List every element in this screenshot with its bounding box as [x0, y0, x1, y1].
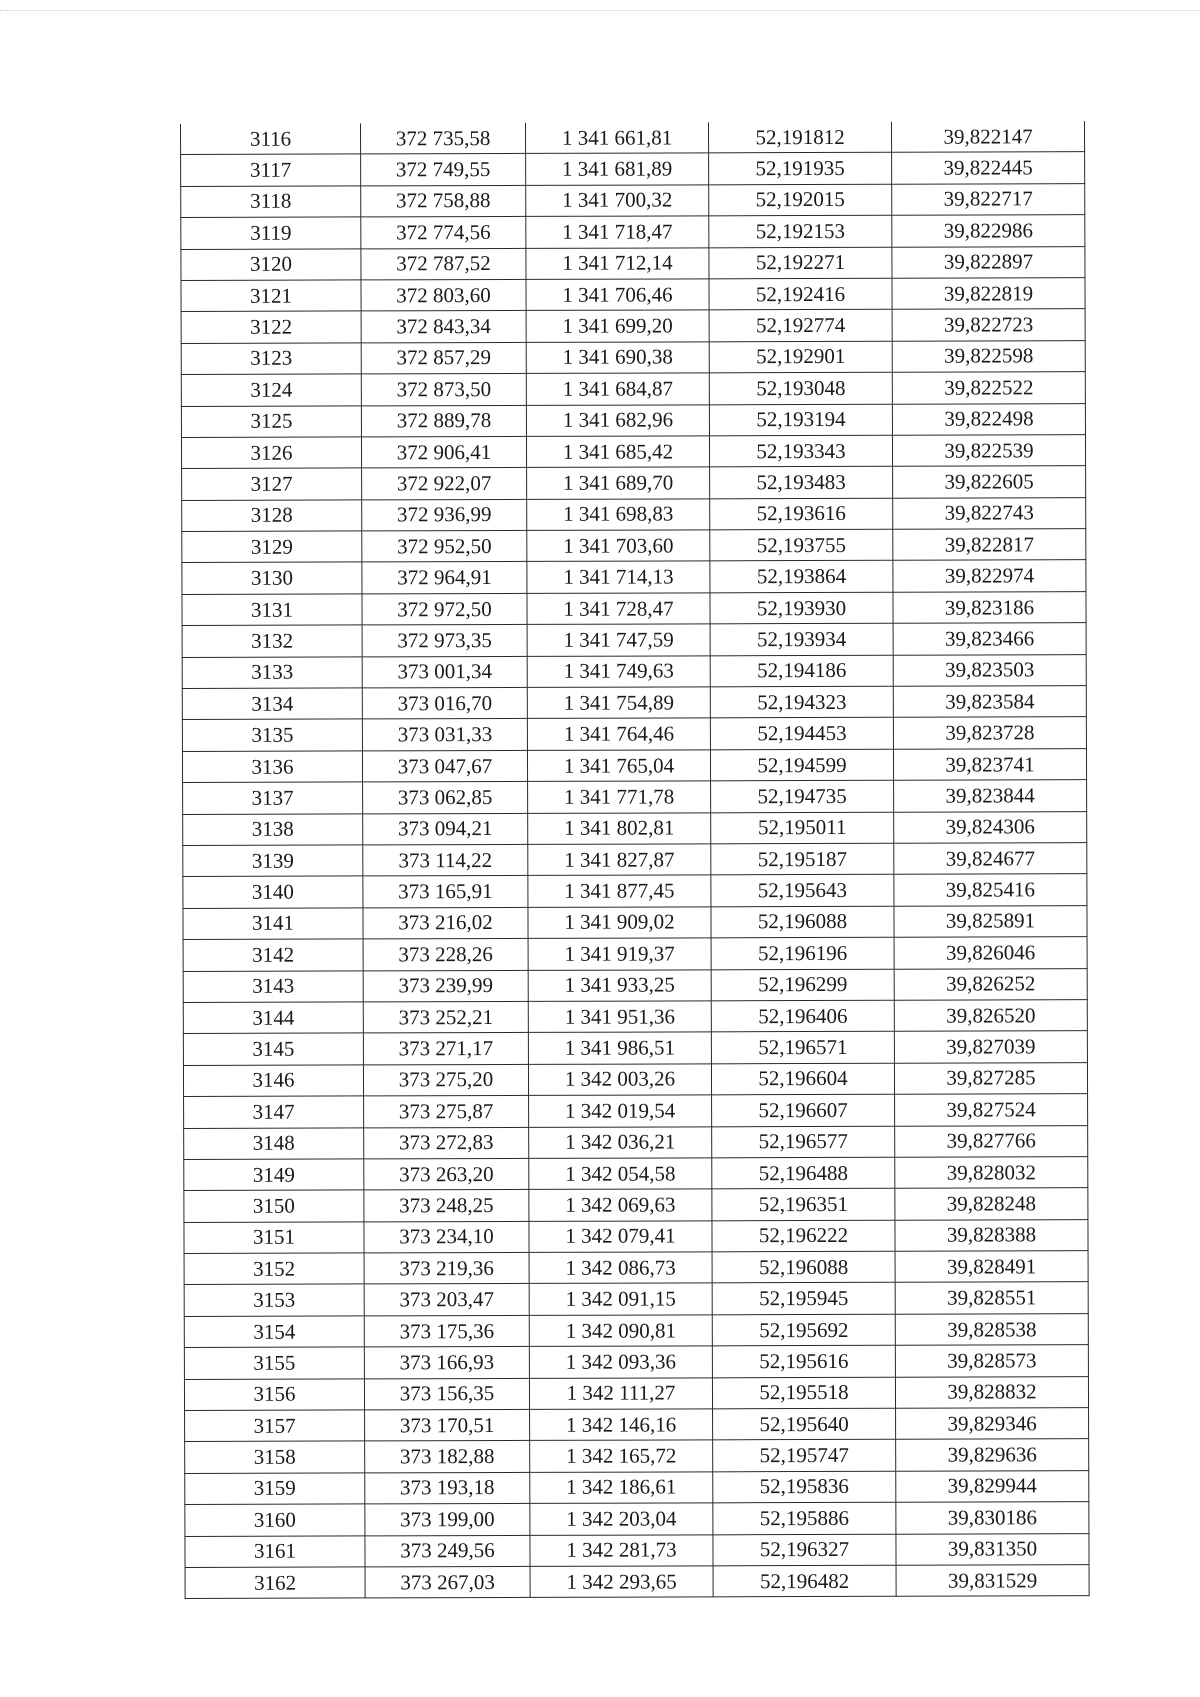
longitude-cell: 39,822605: [893, 466, 1086, 498]
table-row: [183, 811, 1087, 845]
x-coordinate-cell: 373 001,34: [362, 656, 527, 688]
longitude-cell: 39,822819: [892, 278, 1085, 310]
y-coordinate-cell: 1 341 754,89: [527, 687, 710, 719]
longitude-cell: 39,822897: [892, 246, 1085, 278]
table-row: [185, 1502, 1089, 1536]
table-row: [182, 686, 1086, 720]
table-row: [183, 843, 1087, 877]
point-number-cell: 3130: [182, 562, 362, 594]
latitude-cell: 52,192271: [709, 247, 892, 279]
point-number-cell: 3126: [181, 437, 361, 469]
x-coordinate-cell: 372 972,50: [362, 593, 527, 625]
latitude-cell: 52,193864: [710, 561, 893, 593]
longitude-cell: 39,822598: [892, 340, 1085, 372]
y-coordinate-cell: 1 342 086,73: [529, 1252, 712, 1284]
longitude-cell: 39,823741: [893, 748, 1086, 780]
x-coordinate-cell: 372 787,52: [361, 248, 526, 280]
x-coordinate-cell: 373 170,51: [365, 1409, 530, 1441]
table-row: [183, 905, 1087, 939]
longitude-cell: 39,822717: [892, 183, 1085, 215]
longitude-cell: 39,823466: [893, 623, 1086, 655]
table-row: [181, 152, 1085, 186]
table-row: [185, 1565, 1089, 1599]
longitude-cell: 39,826252: [894, 968, 1087, 1000]
table-row: [182, 497, 1086, 531]
x-coordinate-cell: 373 267,03: [365, 1566, 530, 1598]
longitude-cell: 39,823186: [893, 592, 1086, 624]
latitude-cell: 52,195616: [712, 1345, 895, 1377]
y-coordinate-cell: 1 341 771,78: [528, 781, 711, 813]
x-coordinate-cell: 373 271,17: [363, 1033, 528, 1065]
table-row: [182, 748, 1086, 782]
y-coordinate-cell: 1 341 700,32: [526, 185, 709, 217]
point-number-cell: 3125: [181, 405, 361, 437]
longitude-cell: 39,822522: [892, 372, 1085, 404]
table-row: [183, 937, 1087, 971]
x-coordinate-cell: 372 758,88: [361, 185, 526, 217]
y-coordinate-cell: 1 342 111,27: [529, 1377, 712, 1409]
x-coordinate-cell: 372 889,78: [361, 405, 526, 437]
point-number-cell: 3146: [183, 1065, 363, 1097]
y-coordinate-cell: 1 341 764,46: [527, 718, 710, 750]
point-number-cell: 3162: [185, 1567, 365, 1599]
latitude-cell: 52,196299: [711, 969, 894, 1001]
x-coordinate-cell: 373 199,00: [365, 1504, 530, 1536]
point-number-cell: 3161: [185, 1536, 365, 1568]
y-coordinate-cell: 1 342 090,81: [529, 1315, 712, 1347]
point-number-cell: 3156: [184, 1379, 364, 1411]
table-row: [181, 435, 1085, 469]
latitude-cell: 52,195886: [713, 1502, 896, 1534]
table-row: [185, 1439, 1089, 1473]
table-row: [183, 874, 1087, 908]
point-number-cell: 3139: [183, 845, 363, 877]
point-number-cell: 3154: [184, 1316, 364, 1348]
y-coordinate-cell: 1 341 685,42: [526, 436, 709, 468]
point-number-cell: 3148: [184, 1127, 364, 1159]
x-coordinate-cell: 372 873,50: [361, 374, 526, 406]
y-coordinate-cell: 1 341 827,87: [528, 844, 711, 876]
y-coordinate-cell: 1 342 093,36: [529, 1346, 712, 1378]
table-row: [184, 1125, 1088, 1159]
latitude-cell: 52,196088: [712, 1251, 895, 1283]
point-number-cell: 3141: [183, 908, 363, 940]
y-coordinate-cell: 1 341 718,47: [526, 216, 709, 248]
latitude-cell: 52,196196: [711, 937, 894, 969]
y-coordinate-cell: 1 342 069,63: [529, 1189, 712, 1221]
y-coordinate-cell: 1 341 714,13: [527, 561, 710, 593]
longitude-cell: 39,823503: [893, 654, 1086, 686]
point-number-cell: 3129: [182, 531, 362, 563]
point-number-cell: 3152: [184, 1253, 364, 1285]
point-number-cell: 3160: [185, 1504, 365, 1536]
longitude-cell: 39,822147: [891, 121, 1084, 152]
longitude-cell: 39,828032: [895, 1157, 1088, 1189]
latitude-cell: 52,195518: [712, 1377, 895, 1409]
point-number-cell: 3140: [183, 876, 363, 908]
latitude-cell: 52,195187: [711, 843, 894, 875]
point-number-cell: 3138: [183, 814, 363, 846]
longitude-cell: 39,827524: [895, 1094, 1088, 1126]
longitude-cell: 39,829346: [896, 1408, 1089, 1440]
table-row: [182, 717, 1086, 751]
longitude-cell: 39,828491: [895, 1251, 1088, 1283]
table-row: [182, 623, 1086, 657]
x-coordinate-cell: 373 248,25: [364, 1190, 529, 1222]
y-coordinate-cell: 1 341 909,02: [528, 907, 711, 939]
table-row: [184, 1188, 1088, 1222]
x-coordinate-cell: 372 843,34: [361, 311, 526, 343]
coordinates-table-body: [181, 121, 1090, 1599]
x-coordinate-cell: 372 952,50: [362, 530, 527, 562]
x-coordinate-cell: 373 275,20: [363, 1064, 528, 1096]
y-coordinate-cell: 1 341 681,89: [526, 153, 709, 185]
latitude-cell: 52,196604: [711, 1063, 894, 1095]
point-number-cell: 3122: [181, 311, 361, 343]
x-coordinate-cell: 372 936,99: [362, 499, 527, 531]
longitude-cell: 39,823728: [893, 717, 1086, 749]
latitude-cell: 52,195945: [712, 1283, 895, 1315]
table-row: [181, 183, 1085, 217]
x-coordinate-cell: 373 239,99: [363, 970, 528, 1002]
y-coordinate-cell: 1 342 036,21: [529, 1126, 712, 1158]
x-coordinate-cell: 373 216,02: [363, 907, 528, 939]
latitude-cell: 52,196351: [712, 1189, 895, 1221]
table-row: [184, 1345, 1088, 1379]
longitude-cell: 39,828538: [895, 1313, 1088, 1345]
latitude-cell: 52,192015: [709, 184, 892, 216]
table-row: [181, 309, 1085, 343]
longitude-cell: 39,824677: [894, 843, 1087, 875]
table-row: [183, 1000, 1087, 1034]
latitude-cell: 52,192901: [709, 341, 892, 373]
x-coordinate-cell: 372 857,29: [361, 342, 526, 374]
latitude-cell: 52,196577: [712, 1126, 895, 1158]
point-number-cell: 3116: [181, 123, 361, 154]
x-coordinate-cell: 373 219,36: [364, 1252, 529, 1284]
longitude-cell: 39,822539: [892, 435, 1085, 467]
latitude-cell: 52,192416: [709, 278, 892, 310]
coordinates-table: [180, 121, 1090, 1599]
longitude-cell: 39,828832: [895, 1376, 1088, 1408]
y-coordinate-cell: 1 342 003,26: [528, 1064, 711, 1096]
table-row: [182, 529, 1086, 563]
longitude-cell: 39,822817: [893, 529, 1086, 561]
latitude-cell: 52,195747: [713, 1440, 896, 1472]
longitude-cell: 39,827285: [894, 1062, 1087, 1094]
x-coordinate-cell: 373 203,47: [364, 1284, 529, 1316]
table-row: [184, 1313, 1088, 1347]
table-row: [181, 278, 1085, 312]
x-coordinate-cell: 373 263,20: [364, 1158, 529, 1190]
y-coordinate-cell: 1 342 019,54: [529, 1095, 712, 1127]
point-number-cell: 3157: [185, 1410, 365, 1442]
longitude-cell: 39,831350: [896, 1533, 1089, 1565]
longitude-cell: 39,823844: [894, 780, 1087, 812]
latitude-cell: 52,193483: [710, 467, 893, 499]
longitude-cell: 39,822743: [893, 497, 1086, 529]
longitude-cell: 39,825416: [894, 874, 1087, 906]
table-row: [181, 121, 1085, 155]
y-coordinate-cell: 1 341 765,04: [527, 750, 710, 782]
y-coordinate-cell: 1 341 712,14: [526, 247, 709, 279]
point-number-cell: 3121: [181, 280, 361, 312]
point-number-cell: 3123: [181, 343, 361, 375]
point-number-cell: 3132: [182, 625, 362, 657]
point-number-cell: 3153: [184, 1284, 364, 1316]
longitude-cell: 39,822986: [892, 215, 1085, 247]
y-coordinate-cell: 1 341 661,81: [525, 122, 708, 153]
y-coordinate-cell: 1 341 749,63: [527, 655, 710, 687]
table-row: [182, 466, 1086, 500]
x-coordinate-cell: 373 031,33: [362, 719, 527, 751]
latitude-cell: 52,196406: [711, 1000, 894, 1032]
table-row: [181, 246, 1085, 280]
longitude-cell: 39,828573: [895, 1345, 1088, 1377]
latitude-cell: 52,194186: [710, 655, 893, 687]
y-coordinate-cell: 1 341 933,25: [528, 969, 711, 1001]
point-number-cell: 3159: [185, 1473, 365, 1505]
x-coordinate-cell: 372 735,58: [360, 123, 525, 154]
y-coordinate-cell: 1 341 802,81: [528, 812, 711, 844]
table-row: [185, 1408, 1089, 1442]
longitude-cell: 39,828551: [895, 1282, 1088, 1314]
latitude-cell: 52,193755: [710, 529, 893, 561]
y-coordinate-cell: 1 341 706,46: [526, 279, 709, 311]
latitude-cell: 52,193930: [710, 592, 893, 624]
x-coordinate-cell: 372 973,35: [362, 625, 527, 657]
longitude-cell: 39,826520: [894, 1000, 1087, 1032]
latitude-cell: 52,195640: [713, 1408, 896, 1440]
point-number-cell: 3142: [183, 939, 363, 971]
point-number-cell: 3151: [184, 1222, 364, 1254]
latitude-cell: 52,193194: [709, 404, 892, 436]
longitude-cell: 39,825891: [894, 905, 1087, 937]
point-number-cell: 3124: [181, 374, 361, 406]
longitude-cell: 39,823584: [893, 686, 1086, 718]
latitude-cell: 52,195011: [711, 812, 894, 844]
point-number-cell: 3117: [181, 154, 361, 186]
y-coordinate-cell: 1 341 951,36: [528, 1001, 711, 1033]
y-coordinate-cell: 1 341 690,38: [526, 342, 709, 374]
longitude-cell: 39,824306: [894, 811, 1087, 843]
point-number-cell: 3136: [182, 751, 362, 783]
table-row: [181, 340, 1085, 374]
longitude-cell: 39,830186: [896, 1502, 1089, 1534]
x-coordinate-cell: 373 272,83: [364, 1127, 529, 1159]
y-coordinate-cell: 1 341 877,45: [528, 875, 711, 907]
x-coordinate-cell: 373 252,21: [363, 1001, 528, 1033]
table-row: [185, 1533, 1089, 1567]
y-coordinate-cell: 1 342 054,58: [529, 1158, 712, 1190]
table-row: [183, 1031, 1087, 1065]
x-coordinate-cell: 373 249,56: [365, 1535, 530, 1567]
y-coordinate-cell: 1 341 986,51: [528, 1032, 711, 1064]
point-number-cell: 3134: [182, 688, 362, 720]
scan-top-edge: [0, 10, 1200, 11]
y-coordinate-cell: 1 342 281,73: [530, 1534, 713, 1566]
x-coordinate-cell: 373 275,87: [364, 1096, 529, 1128]
longitude-cell: 39,822445: [892, 152, 1085, 184]
table-row: [183, 1062, 1087, 1096]
x-coordinate-cell: 372 964,91: [362, 562, 527, 594]
y-coordinate-cell: 1 342 203,04: [530, 1503, 713, 1535]
latitude-cell: 52,194735: [711, 780, 894, 812]
point-number-cell: 3147: [184, 1096, 364, 1128]
y-coordinate-cell: 1 342 079,41: [529, 1221, 712, 1253]
y-coordinate-cell: 1 342 186,61: [530, 1472, 713, 1504]
point-number-cell: 3131: [182, 594, 362, 626]
y-coordinate-cell: 1 342 091,15: [529, 1283, 712, 1315]
y-coordinate-cell: 1 341 684,87: [526, 373, 709, 405]
x-coordinate-cell: 372 774,56: [361, 217, 526, 249]
latitude-cell: 52,196488: [712, 1157, 895, 1189]
x-coordinate-cell: 372 749,55: [361, 154, 526, 186]
table-row: [183, 780, 1087, 814]
x-coordinate-cell: 373 228,26: [363, 939, 528, 971]
latitude-cell: 52,192153: [709, 215, 892, 247]
latitude-cell: 52,195692: [712, 1314, 895, 1346]
table-row: [184, 1157, 1088, 1191]
longitude-cell: 39,822974: [893, 560, 1086, 592]
latitude-cell: 52,191812: [708, 122, 891, 153]
point-number-cell: 3133: [182, 657, 362, 689]
x-coordinate-cell: 373 094,21: [363, 813, 528, 845]
point-number-cell: 3118: [181, 186, 361, 218]
x-coordinate-cell: 373 166,93: [364, 1347, 529, 1379]
x-coordinate-cell: 373 182,88: [365, 1441, 530, 1473]
latitude-cell: 52,191935: [709, 153, 892, 185]
x-coordinate-cell: 372 906,41: [361, 436, 526, 468]
latitude-cell: 52,196088: [711, 906, 894, 938]
point-number-cell: 3127: [182, 468, 362, 500]
y-coordinate-cell: 1 342 146,16: [530, 1409, 713, 1441]
table-row: [182, 592, 1086, 626]
longitude-cell: 39,831529: [896, 1565, 1089, 1597]
longitude-cell: 39,822498: [892, 403, 1085, 435]
y-coordinate-cell: 1 341 698,83: [527, 499, 710, 531]
point-number-cell: 3144: [183, 1002, 363, 1034]
latitude-cell: 52,193343: [709, 435, 892, 467]
x-coordinate-cell: 373 047,67: [362, 750, 527, 782]
table-row: [183, 968, 1087, 1002]
x-coordinate-cell: 373 114,22: [363, 844, 528, 876]
coordinates-table-container: [180, 121, 1089, 1599]
x-coordinate-cell: 372 803,60: [361, 279, 526, 311]
x-coordinate-cell: 373 193,18: [365, 1472, 530, 1504]
point-number-cell: 3143: [183, 970, 363, 1002]
table-row: [184, 1219, 1088, 1253]
latitude-cell: 52,194453: [710, 718, 893, 750]
latitude-cell: 52,196607: [712, 1094, 895, 1126]
longitude-cell: 39,827766: [895, 1125, 1088, 1157]
latitude-cell: 52,194599: [710, 749, 893, 781]
y-coordinate-cell: 1 341 919,37: [528, 938, 711, 970]
latitude-cell: 52,195643: [711, 875, 894, 907]
x-coordinate-cell: 373 234,10: [364, 1221, 529, 1253]
point-number-cell: 3158: [185, 1441, 365, 1473]
table-row: [184, 1094, 1088, 1128]
longitude-cell: 39,829944: [896, 1470, 1089, 1502]
x-coordinate-cell: 373 175,36: [364, 1315, 529, 1347]
y-coordinate-cell: 1 341 689,70: [527, 467, 710, 499]
point-number-cell: 3137: [183, 782, 363, 814]
table-row: [184, 1251, 1088, 1285]
latitude-cell: 52,196327: [713, 1534, 896, 1566]
point-number-cell: 3145: [183, 1033, 363, 1065]
y-coordinate-cell: 1 341 703,60: [527, 530, 710, 562]
x-coordinate-cell: 373 062,85: [363, 782, 528, 814]
table-row: [181, 215, 1085, 249]
table-row: [182, 560, 1086, 594]
latitude-cell: 52,195836: [713, 1471, 896, 1503]
longitude-cell: 39,828388: [895, 1219, 1088, 1251]
y-coordinate-cell: 1 342 165,72: [530, 1440, 713, 1472]
latitude-cell: 52,194323: [710, 686, 893, 718]
x-coordinate-cell: 372 922,07: [362, 468, 527, 500]
table-row: [182, 654, 1086, 688]
latitude-cell: 52,196222: [712, 1220, 895, 1252]
longitude-cell: 39,826046: [894, 937, 1087, 969]
table-row: [184, 1376, 1088, 1410]
longitude-cell: 39,828248: [895, 1188, 1088, 1220]
point-number-cell: 3150: [184, 1190, 364, 1222]
y-coordinate-cell: 1 341 699,20: [526, 310, 709, 342]
point-number-cell: 3119: [181, 217, 361, 249]
point-number-cell: 3128: [182, 500, 362, 532]
y-coordinate-cell: 1 341 747,59: [527, 624, 710, 656]
latitude-cell: 52,193616: [710, 498, 893, 530]
latitude-cell: 52,196571: [711, 1032, 894, 1064]
point-number-cell: 3155: [184, 1347, 364, 1379]
point-number-cell: 3149: [184, 1159, 364, 1191]
longitude-cell: 39,822723: [892, 309, 1085, 341]
table-row: [185, 1470, 1089, 1504]
table-row: [184, 1282, 1088, 1316]
x-coordinate-cell: 373 165,91: [363, 876, 528, 908]
point-number-cell: 3120: [181, 248, 361, 280]
point-number-cell: 3135: [182, 719, 362, 751]
latitude-cell: 52,193934: [710, 624, 893, 656]
table-row: [181, 403, 1085, 437]
y-coordinate-cell: 1 342 293,65: [530, 1566, 713, 1598]
latitude-cell: 52,192774: [709, 310, 892, 342]
y-coordinate-cell: 1 341 682,96: [526, 404, 709, 436]
table-row: [181, 372, 1085, 406]
x-coordinate-cell: 373 016,70: [362, 687, 527, 719]
latitude-cell: 52,196482: [713, 1565, 896, 1597]
y-coordinate-cell: 1 341 728,47: [527, 593, 710, 625]
x-coordinate-cell: 373 156,35: [364, 1378, 529, 1410]
latitude-cell: 52,193048: [709, 372, 892, 404]
longitude-cell: 39,827039: [894, 1031, 1087, 1063]
longitude-cell: 39,829636: [896, 1439, 1089, 1471]
